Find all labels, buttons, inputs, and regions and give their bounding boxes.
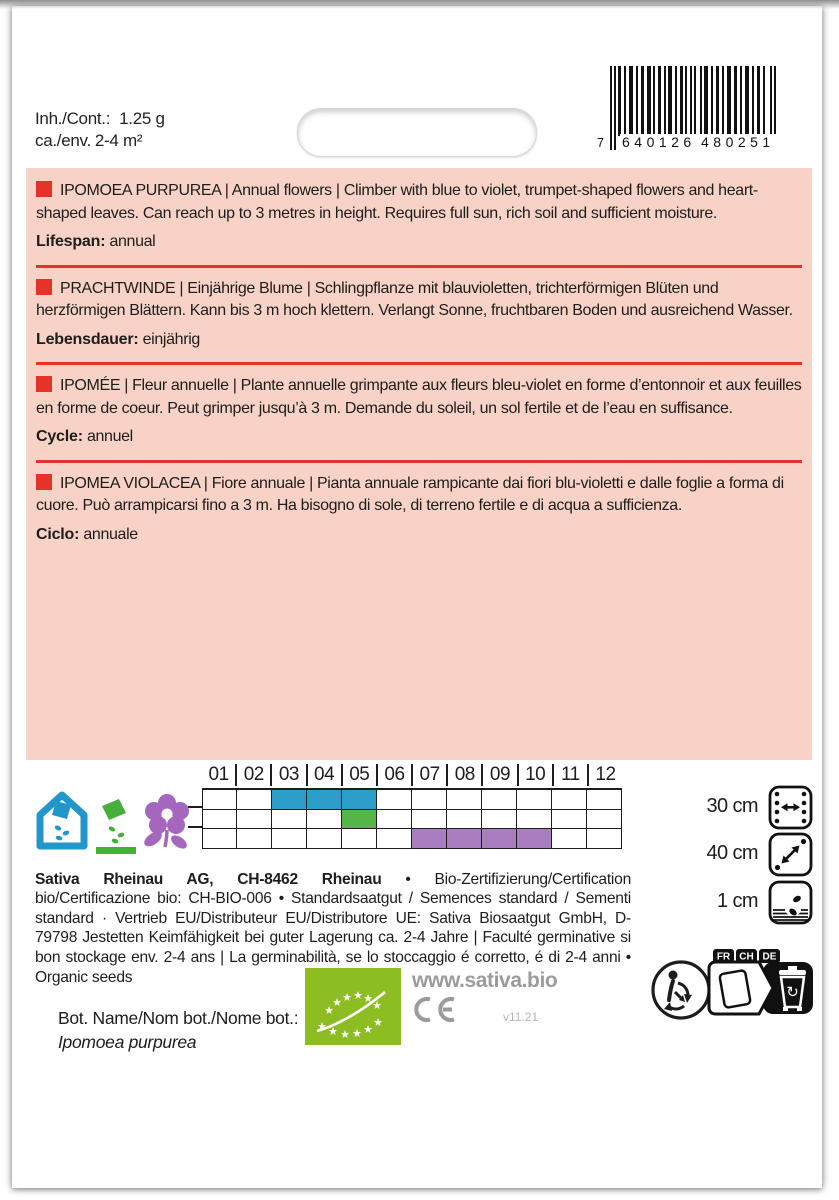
seed-packet-outline-icon [719, 970, 751, 1008]
botanical-name-block [58, 1006, 298, 1054]
section-divider [36, 460, 802, 463]
row-spacing-label: 30 cm [706, 795, 758, 817]
calendar-cell-flowering-06 [377, 829, 412, 849]
description-text [36, 473, 802, 518]
calendar-cell-flowering-08 [447, 829, 482, 849]
description-text [36, 180, 802, 225]
eu-organic-logo [305, 968, 401, 1045]
country-tab-de: DE [762, 951, 777, 963]
calendar-cell-flowering-09 [482, 829, 517, 849]
calendar-month-label: 11 [552, 764, 587, 786]
lifespan-line [36, 329, 802, 352]
version-number: v11.21 [503, 1010, 539, 1024]
lifespan-line [36, 524, 802, 547]
barcode-right-digits: 480251 [701, 134, 775, 150]
packaging-disposal-label [705, 946, 817, 1018]
svg-text:★: ★ [363, 992, 373, 1005]
svg-text:★: ★ [328, 1025, 338, 1038]
calendar-cell-sowing-under-glass-11 [552, 790, 587, 810]
svg-text:★: ★ [372, 999, 382, 1012]
calendar-cell-flowering-11 [552, 829, 587, 849]
calendar-cell-flowering-12 [587, 829, 622, 849]
calendar-cell-sowing-outdoors-09 [482, 810, 517, 830]
calendar-grid [202, 788, 622, 849]
section-divider [36, 362, 802, 365]
svg-text:★: ★ [342, 991, 352, 1004]
description-section-de [36, 278, 802, 352]
red-square-bullet-icon [36, 181, 52, 197]
description-body: PRACHTWINDE | Einjährige Blume | Schlingpflanze mit blauvioletten, trichterförmigen Blüten und herzförmigen Blättern. Kann bis 3 m hoch klettern. Verlangt Sonne, fruchtbaren Boden und ausreichend Wasser. [36, 279, 793, 319]
calendar-cell-flowering-01 [202, 829, 237, 849]
calendar-cell-sowing-under-glass-04 [307, 790, 342, 810]
calendar-cell-sowing-outdoors-08 [447, 810, 482, 830]
content-value: 1.25 g [119, 109, 165, 128]
svg-text:★: ★ [363, 1023, 373, 1036]
calendar-cell-flowering-03 [272, 829, 307, 849]
barcode-digits [597, 134, 776, 150]
calendar-cell-flowering-02 [237, 829, 272, 849]
plant-spacing-label: 40 cm [706, 842, 758, 864]
certification-details: • Bio-Zertifizierung/Certification bio/Certificazione bio: CH-BIO-006 • Standardsaatgut / Semences standard / Sementi standard · Vertrieb EU/Distributeur EU/Distributore UE: Sativa Biosaatgut GmbH, D-79798 Jestetten Keimfähigkeit bei guter Lagerung ca. 2-4 Jahre | Faculté germinative si bon stockage env. 2-4 ans | La germinabilità, se lo stoccaggio é corretto, é di 2-4 anni • Organic seeds [35, 870, 631, 986]
content-label: Inh./Cont.: [35, 109, 111, 128]
sowing-outdoors-icon [94, 796, 138, 856]
lifespan-line [36, 426, 802, 449]
calendar-row-sowing-under-glass [202, 790, 622, 810]
country-tab-ch: CH [739, 951, 754, 963]
coverage-label: ca./env. [35, 130, 91, 150]
description-section-fr [36, 375, 802, 449]
calendar-cell-sowing-under-glass-05 [342, 790, 377, 810]
sowing-depth-label: 1 cm [717, 890, 758, 912]
sowing-under-glass-icon [32, 788, 92, 854]
calendar-month-label: 08 [446, 764, 481, 786]
description-section-en [36, 180, 802, 254]
description-panel [26, 168, 812, 760]
content-info [35, 108, 165, 151]
calendar-month-label: 05 [341, 764, 376, 786]
barcode [597, 66, 776, 152]
description-text [36, 375, 802, 420]
plant-spacing-icon [768, 832, 813, 877]
lifespan-value: annuale [83, 525, 138, 543]
svg-text:↻: ↻ [786, 984, 799, 1001]
calendar-month-label: 02 [235, 764, 270, 786]
calendar-cell-sowing-outdoors-10 [517, 810, 552, 830]
barcode-lead-digit: 7 [597, 136, 604, 150]
calendar-cell-sowing-under-glass-07 [412, 790, 447, 810]
country-tab-fr: FR [716, 951, 731, 963]
calendar-cell-flowering-04 [307, 829, 342, 849]
description-body: IPOMOEA PURPUREA | Annual flowers | Climber with blue to violet, trumpet-shaped flowers and heart-shaped leaves. Can reach up to 3 metres in height. Requires full sun, rich soil and sufficient moisture. [36, 182, 758, 222]
calendar-cell-sowing-outdoors-11 [552, 810, 587, 830]
lifespan-label: Lebensdauer: [36, 330, 139, 348]
description-section-it [36, 473, 802, 547]
calendar-cell-sowing-outdoors-03 [272, 810, 307, 830]
calendar-month-label: 12 [587, 764, 622, 786]
content-line [35, 108, 165, 130]
calendar-row-sowing-outdoors [202, 810, 622, 830]
calendar-cell-sowing-under-glass-03 [272, 790, 307, 810]
svg-text:★: ★ [340, 1028, 350, 1041]
lifespan-line [36, 231, 802, 254]
calendar-month-label: 03 [270, 764, 305, 786]
calendar-month-label: 06 [376, 764, 411, 786]
seed-packet-back [12, 6, 822, 1188]
calendar-cell-sowing-outdoors-05 [342, 810, 377, 830]
lifespan-label: Ciclo: [36, 525, 80, 543]
calendar-cell-flowering-07 [412, 829, 447, 849]
calendar-cell-sowing-outdoors-12 [587, 810, 622, 830]
sowing-depth-icon [768, 880, 813, 925]
section-divider [36, 265, 802, 268]
calendar-cell-sowing-outdoors-06 [377, 810, 412, 830]
calendar-cell-sowing-outdoors-07 [412, 810, 447, 830]
calendar-month-label: 04 [306, 764, 341, 786]
calendar-cell-sowing-outdoors-04 [307, 810, 342, 830]
barcode-left-digits: 640126 [622, 134, 696, 150]
lifespan-value: annuel [86, 428, 133, 445]
description-body: IPOMEA VIOLACEA | Fiore annuale | Pianta annuale rampicante dai fiori blu-violetti e dalle foglie a forma di cuore. Può arrampicarsi fino a 3 m. Ha bisogno di sole, di terreno fertile e di acqua a sufficienza. [36, 474, 784, 514]
svg-text:★: ★ [373, 1016, 383, 1029]
calendar-month-label: 07 [411, 764, 446, 786]
botanical-name-label: Bot. Name/Nom bot./Nome bot.: [58, 1008, 299, 1028]
description-text [36, 278, 802, 323]
red-square-bullet-icon [36, 279, 52, 295]
calendar-month-header [202, 764, 622, 786]
svg-text:★: ★ [332, 996, 342, 1009]
calendar-cell-sowing-under-glass-06 [377, 790, 412, 810]
lifespan-value: einjährig [142, 330, 200, 348]
coverage-line [35, 130, 165, 152]
red-square-bullet-icon [36, 376, 52, 392]
hang-hole [297, 108, 537, 157]
calendar-month-label: 01 [208, 764, 229, 785]
website-url: www.sativa.bio [412, 969, 558, 992]
calendar-month-label: 10 [517, 764, 552, 786]
row-spacing-icon [768, 785, 813, 830]
calendar-cell-sowing-outdoors-02 [237, 810, 272, 830]
description-body: IPOMÉE | Fleur annuelle | Plante annuelle grimpante aux fleurs bleu-violet en forme d’entonnoir et aux feuilles en forme de coeur. Peut grimper jusqu’à 3 m. Demande du soleil, un sol fertile et de l’eau en suffisance. [36, 377, 802, 417]
calendar-cell-flowering-10 [517, 829, 552, 849]
coverage-value: 2-4 m² [94, 130, 143, 150]
calendar-cell-flowering-05 [342, 829, 377, 849]
svg-text:★: ★ [353, 989, 363, 1002]
calendar-cell-sowing-under-glass-02 [237, 790, 272, 810]
calendar-cell-sowing-under-glass-09 [482, 790, 517, 810]
red-square-bullet-icon [36, 474, 52, 490]
lifespan-label: Lifespan: [36, 233, 106, 250]
calendar-month-label: 09 [481, 764, 516, 786]
eu-organic-leaf-icon [305, 968, 401, 1045]
company-name: Sativa Rheinau AG, CH-8462 Rheinau [35, 870, 382, 888]
svg-text:★: ★ [317, 1020, 327, 1033]
svg-text:★: ★ [352, 1027, 362, 1040]
lifespan-label: Cycle: [36, 428, 83, 445]
calendar-cell-sowing-under-glass-01 [202, 790, 237, 810]
calendar-cell-sowing-under-glass-10 [517, 790, 552, 810]
svg-text:★: ★ [324, 1004, 334, 1017]
calendar-cell-sowing-under-glass-12 [587, 790, 622, 810]
ce-mark-icon [412, 996, 460, 1023]
botanical-name-value: Ipomoea purpurea [58, 1032, 197, 1052]
flowering-icon [138, 792, 196, 854]
calendar-cell-sowing-outdoors-01 [202, 810, 237, 830]
lifespan-value: annual [109, 233, 156, 250]
triman-recycling-icon [650, 959, 712, 1021]
calendar-cell-sowing-under-glass-08 [447, 790, 482, 810]
calendar-row-flowering [202, 829, 622, 849]
